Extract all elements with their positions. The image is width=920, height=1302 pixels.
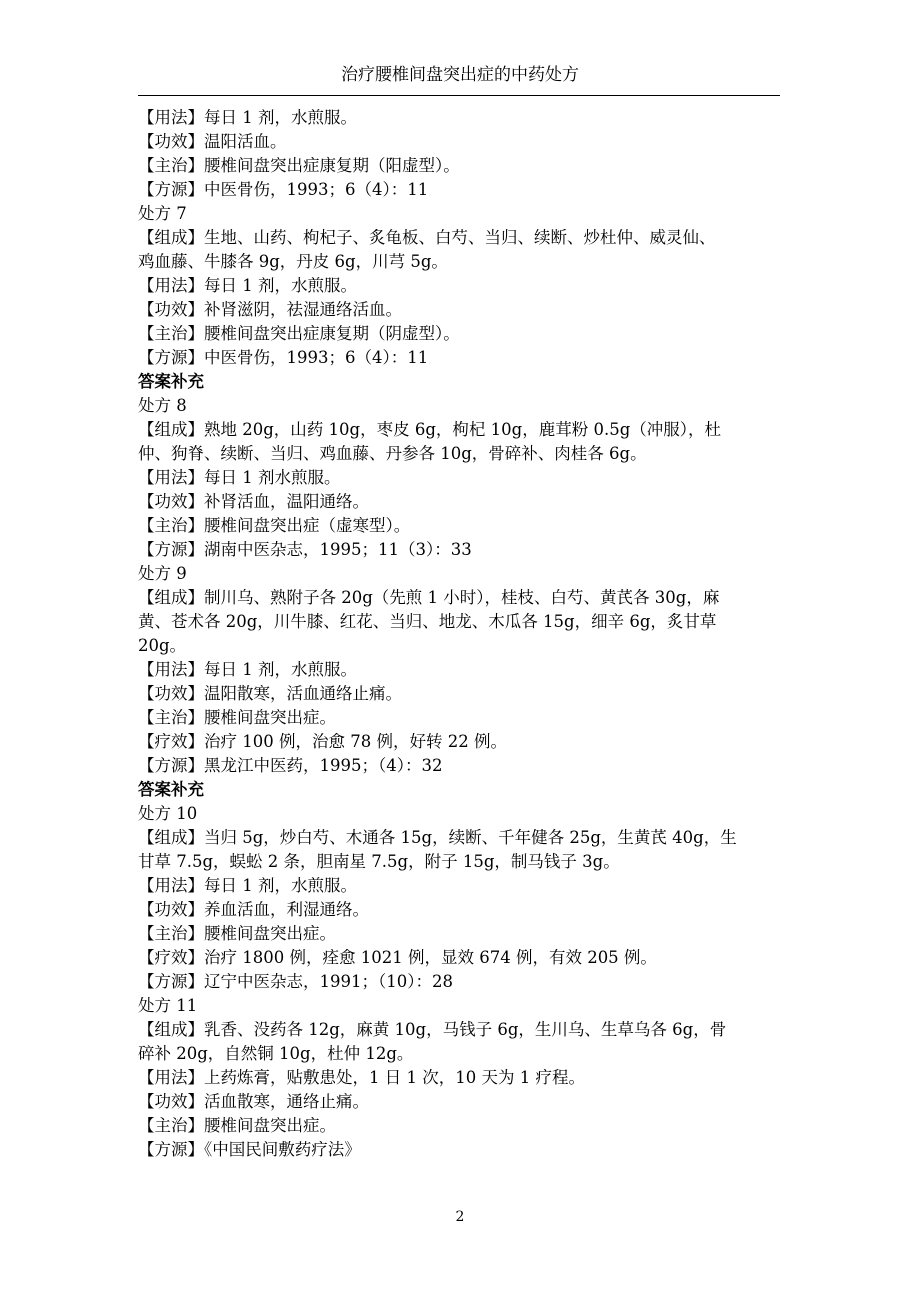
text-line: 黄、苍术各 20g，川牛膝、红花、当归、地龙、木瓜各 15g，细辛 6g，炙甘草 [138, 612, 717, 631]
text-line: 碎补 20g，自然铜 10g，杜仲 12g。 [138, 1044, 414, 1063]
text-line: 【组成】乳香、没药各 12g，麻黄 10g，马钱子 6g，生川乌、生草乌各 6g，骨 [138, 1020, 727, 1039]
section-heading: 答案补充 [138, 372, 204, 391]
text-line: 【方源】《中国民间敷药疗法》 [138, 1140, 361, 1159]
text-line: 【功效】补肾活血，温阳通络。 [138, 492, 369, 511]
text-line: 【功效】温阳散寒，活血通络止痛。 [138, 684, 402, 703]
text-line: 【功效】活血散寒，通络止痛。 [138, 1092, 369, 1111]
text-line: 仲、狗脊、续断、当归、鸡血藤、丹参各 10g，骨碎补、肉桂各 6g。 [138, 444, 647, 463]
text-line: 【方源】中医骨伤，1993；6（4）：11 [138, 180, 429, 199]
text-line: 【主治】腰椎间盘突出症（虚寒型）。 [138, 516, 411, 535]
text-line: 处方 9 [138, 564, 187, 583]
text-line: 【组成】制川乌、熟附子各 20g（先煎 1 小时），桂枝、白芍、黄芪各 30g，麻 [138, 588, 720, 607]
text-line: 【方源】黑龙江中医药，1995；（4）：32 [138, 756, 443, 775]
page-number: 2 [455, 1209, 465, 1225]
header-divider [138, 95, 780, 96]
text-line: 【组成】生地、山药、枸杞子、炙龟板、白芍、当归、续断、炒杜仲、威灵仙、 [138, 228, 716, 247]
text-line: 【方源】辽宁中医杂志，1991；（10）：28 [138, 972, 453, 991]
text-line: 处方 8 [138, 396, 187, 415]
text-line: 【用法】每日 1 剂，水煎服。 [138, 108, 357, 127]
text-line: 处方 10 [138, 804, 198, 823]
text-line: 【主治】腰椎间盘突出症。 [138, 924, 336, 943]
text-line: 【方源】中医骨伤，1993；6（4）：11 [138, 348, 429, 367]
text-line: 【用法】每日 1 剂，水煎服。 [138, 660, 357, 679]
text-line: 20g。 [138, 636, 187, 655]
text-line: 【用法】每日 1 剂，水煎服。 [138, 276, 357, 295]
text-line: 【功效】补肾滋阴，祛湿通络活血。 [138, 300, 402, 319]
text-line: 【疗效】治疗 100 例，治愈 78 例，好转 22 例。 [138, 732, 507, 751]
text-line: 处方 7 [138, 204, 187, 223]
page-header-title: 治疗腰椎间盘突出症的中药处方 [341, 65, 579, 85]
text-line: 【用法】上药炼膏，贴敷患处，1 日 1 次，10 天为 1 疗程。 [138, 1068, 585, 1087]
text-line: 【方源】湖南中医杂志，1995；11（3）：33 [138, 540, 472, 559]
text-line: 处方 11 [138, 996, 198, 1015]
text-line: 【主治】腰椎间盘突出症康复期（阴虚型）。 [138, 324, 460, 343]
section-heading: 答案补充 [138, 780, 204, 799]
text-line: 【主治】腰椎间盘突出症康复期（阳虚型）。 [138, 156, 460, 175]
text-line: 【组成】熟地 20g，山药 10g，枣皮 6g，枸杞 10g，鹿茸粉 0.5g（冲服），杜 [138, 420, 722, 439]
text-line: 【疗效】治疗 1800 例，痊愈 1021 例，显效 674 例，有效 205 例。 [138, 948, 657, 967]
document-body [138, 106, 786, 1162]
text-line: 【主治】腰椎间盘突出症。 [138, 708, 336, 727]
text-line: 【组成】当归 5g，炒白芍、木通各 15g，续断、千年健各 25g，生黄芪 40g，生 [138, 828, 737, 847]
text-line: 【功效】养血活血，利湿通络。 [138, 900, 369, 919]
text-line: 【功效】温阳活血。 [138, 132, 287, 151]
text-line: 【主治】腰椎间盘突出症。 [138, 1116, 336, 1135]
text-line: 【用法】每日 1 剂水煎服。 [138, 468, 341, 487]
text-line: 【用法】每日 1 剂，水煎服。 [138, 876, 357, 895]
text-line: 鸡血藤、牛膝各 9g，丹皮 6g，川芎 5g。 [138, 252, 448, 271]
text-line: 甘草 7.5g，蜈蚣 2 条，胆南星 7.5g，附子 15g，制马钱子 3g。 [138, 852, 620, 871]
